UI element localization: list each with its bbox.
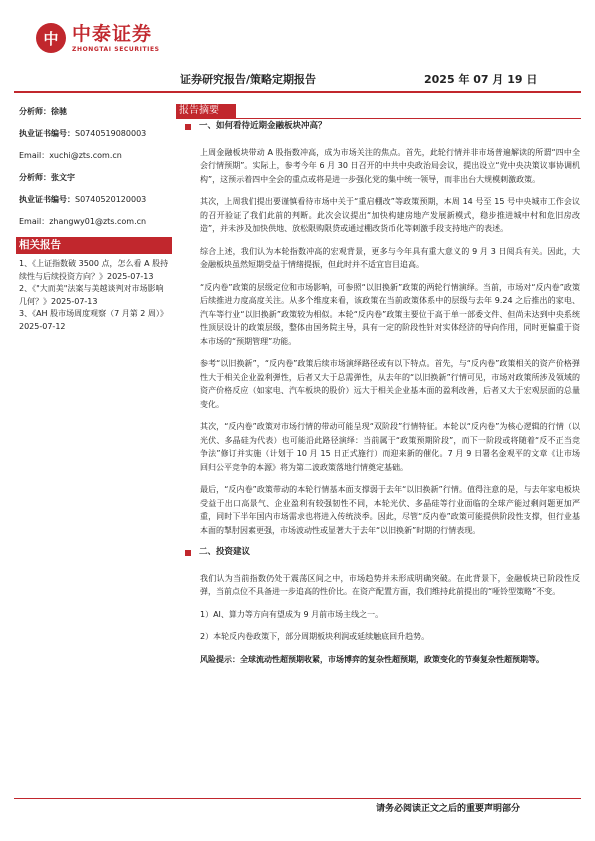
footer-divider — [14, 798, 581, 799]
analyst-email[interactable]: Email：zhangwy01@zts.com.cn — [19, 217, 147, 226]
report-body — [200, 120, 580, 675]
analyst-block — [19, 105, 169, 163]
summary-heading: 报告摘要 — [176, 104, 236, 118]
body-paragraph: 综合上述，我们认为本轮指数冲高的宏观背景，更多与今年具有重大意义的 9 月 3 日阅兵有关。因此，大金融板块虽然短期受益于情绪提振，但此时并不适宜盲目追高。 — [200, 246, 580, 269]
cert-label: 执业证书编号： — [19, 195, 75, 204]
body-paragraph: “反内卷”政策的层级定位和市场影响，可参照“以旧换新”政策的两轮行情演绎。当前，市场对“反内卷”政策后续推进力度高度关注。从多个维度来看，该政策在当前政策体系中的层级与去年 9.24 之后推出的家电、汽车等行业“以旧换新”政策较为相似。本轮“反内卷”政策主要位于高于单一部委文件、但尚未达到中央系统性顶层设计的政策层级，整体由国务院主导，具有一定的阶段性针对实体经济的导向作用，同时更偏重于资本市场的“预期管理”功能。 — [200, 282, 580, 346]
body-paragraph: 上周金融板块带动 A 股指数冲高，成为市场关注的焦点。首先，此轮行情并非市场普遍解读的所谓“四中全会行情预期”。实际上，参考今年 6 月 30 日召开的中共中央政治局会议，提出设立“党中央决策议事协调机构”，这预示着四中全会的重点或将是进一步强化党的集中统一领导，而非出台大规模刺激政策。 — [200, 147, 580, 184]
report-date: 2025 年 07 月 19 日 — [424, 73, 538, 86]
sidebar — [19, 105, 169, 333]
related-report-link[interactable]: 2、《"大而美"法案与美越谈判对市场影响几何？》2025-07-13 — [19, 284, 164, 306]
body-paragraph: 其次，“反内卷”政策对市场行情的带动可能呈现“双阶段”行情特征。本轮以“反内卷”为核心逻辑的行情（以光伏、多晶硅为代表）也可能沿此路径演绎：当前属于“政策预期阶段”，而下一阶段或将随着“反不正当竞争法”修订并实施（计划于 10 月 15 日正式施行）而迎来新的催化。7 月 9 日署名金观平的文章《让市场回归公平竞争的本源》将为第二波政策落地行情奠定基础。 — [200, 422, 580, 472]
footer-disclaimer: 请务必阅读正文之后的重要声明部分 — [376, 804, 521, 814]
brand-name-cn: 中泰证券 — [72, 23, 153, 45]
body-paragraph: 参考“以旧换新”，“反内卷”政策后续市场演绎路径或有以下特点。首先，与“反内卷”政策相关的资产价格弹性大于相关企业盈利弹性，后者又大于总需弹性，从去年的“以旧换新”行情可见，市场对政策所涉及领域的资产价格反应（如家电、汽车板块的股价）远大于相关企业基本面的盈利改善，后者又大于宏观层面的总量变化。 — [200, 359, 580, 409]
analyst-name: 分析师：徐驰 — [19, 107, 67, 116]
section-heading: 一、如何看待近期金融板块冲高？ — [185, 120, 580, 134]
body-paragraph: 2）本轮反内卷政策下，部分周期板块利润或延续触底回升趋势。 — [200, 632, 430, 641]
risk-warning: 风险提示：全球流动性超预期收紧，市场博弈的复杂性超预期，政策变化的节奏复杂性超预期等。 — [200, 654, 544, 664]
section-heading: 二、投资建议 — [185, 546, 580, 560]
body-paragraph: 1）AI、算力等方向有望成为 9 月前市场主线之一。 — [200, 609, 384, 619]
analyst-block — [19, 171, 169, 229]
brand-logo-mark: 中 — [36, 23, 66, 53]
brand-name-en: ZHONGTAI SECURITIES — [72, 46, 160, 53]
analyst-email[interactable]: Email：xuchi@zts.com.cn — [19, 151, 122, 160]
report-type: 证券研究报告/策略定期报告 — [180, 73, 317, 86]
body-paragraph: 最后，“反内卷”政策带动的本轮行情基本面支撑弱于去年“以旧换新”行情。值得注意的是，与去年家电板块受益于出口高景气、企业盈利有较强韧性不同，本轮光伏、多晶硅等行业面临的全球产能过剩问题更加严重，同时下半年国内市场需求也将进入传统淡季。因此，尽管“反内卷”政策可能提供阶段性支撑，但行业基本面的掣肘因素更强，市场波动性或显著大于去年“以旧换新”时期的行情表现。 — [200, 485, 580, 535]
analyst-name: 分析师：张文宇 — [19, 173, 75, 182]
related-reports-heading: 相关报告 — [16, 237, 172, 254]
summary-divider — [176, 118, 581, 119]
square-bullet-icon — [185, 550, 191, 556]
cert-label: 执业证书编号： — [19, 129, 75, 138]
body-paragraph: 我们认为当前指数仍处于震荡区间之中，市场趋势并未形成明确突破。在此背景下，金融板块已阶段性反弹，当前点位不具备进一步追高的性价比。在资产配置方面，我们维持此前提出的“哑铃型策略”不变。 — [200, 573, 580, 596]
body-paragraph: 其次，上周我们提出要谨慎看待市场中关于“重启棚改”等政策预期，本周 14 号至 15 号中央城市工作会议的召开验证了我们此前的判断。此次会议提出“加快构建房地产发展新模式，稳步推进城中村和危旧房改造”，并未涉及加快供地、放松限购限贷或通过棚改货币化等刺激手段支持地产的表述。 — [200, 197, 580, 233]
cert-number: S0740520120003 — [75, 195, 147, 204]
cert-number: S0740519080003 — [75, 129, 147, 138]
header-divider — [14, 91, 581, 93]
square-bullet-icon — [185, 124, 191, 130]
related-report-link[interactable]: 3、《AH 股市场周度观察（7 月第 2 周）》2025-07-12 — [19, 309, 168, 331]
related-report-link[interactable]: 1、《上证指数破 3500 点，怎么看 A 股持续性与后续投资方向？》2025-07-13 — [19, 259, 169, 281]
